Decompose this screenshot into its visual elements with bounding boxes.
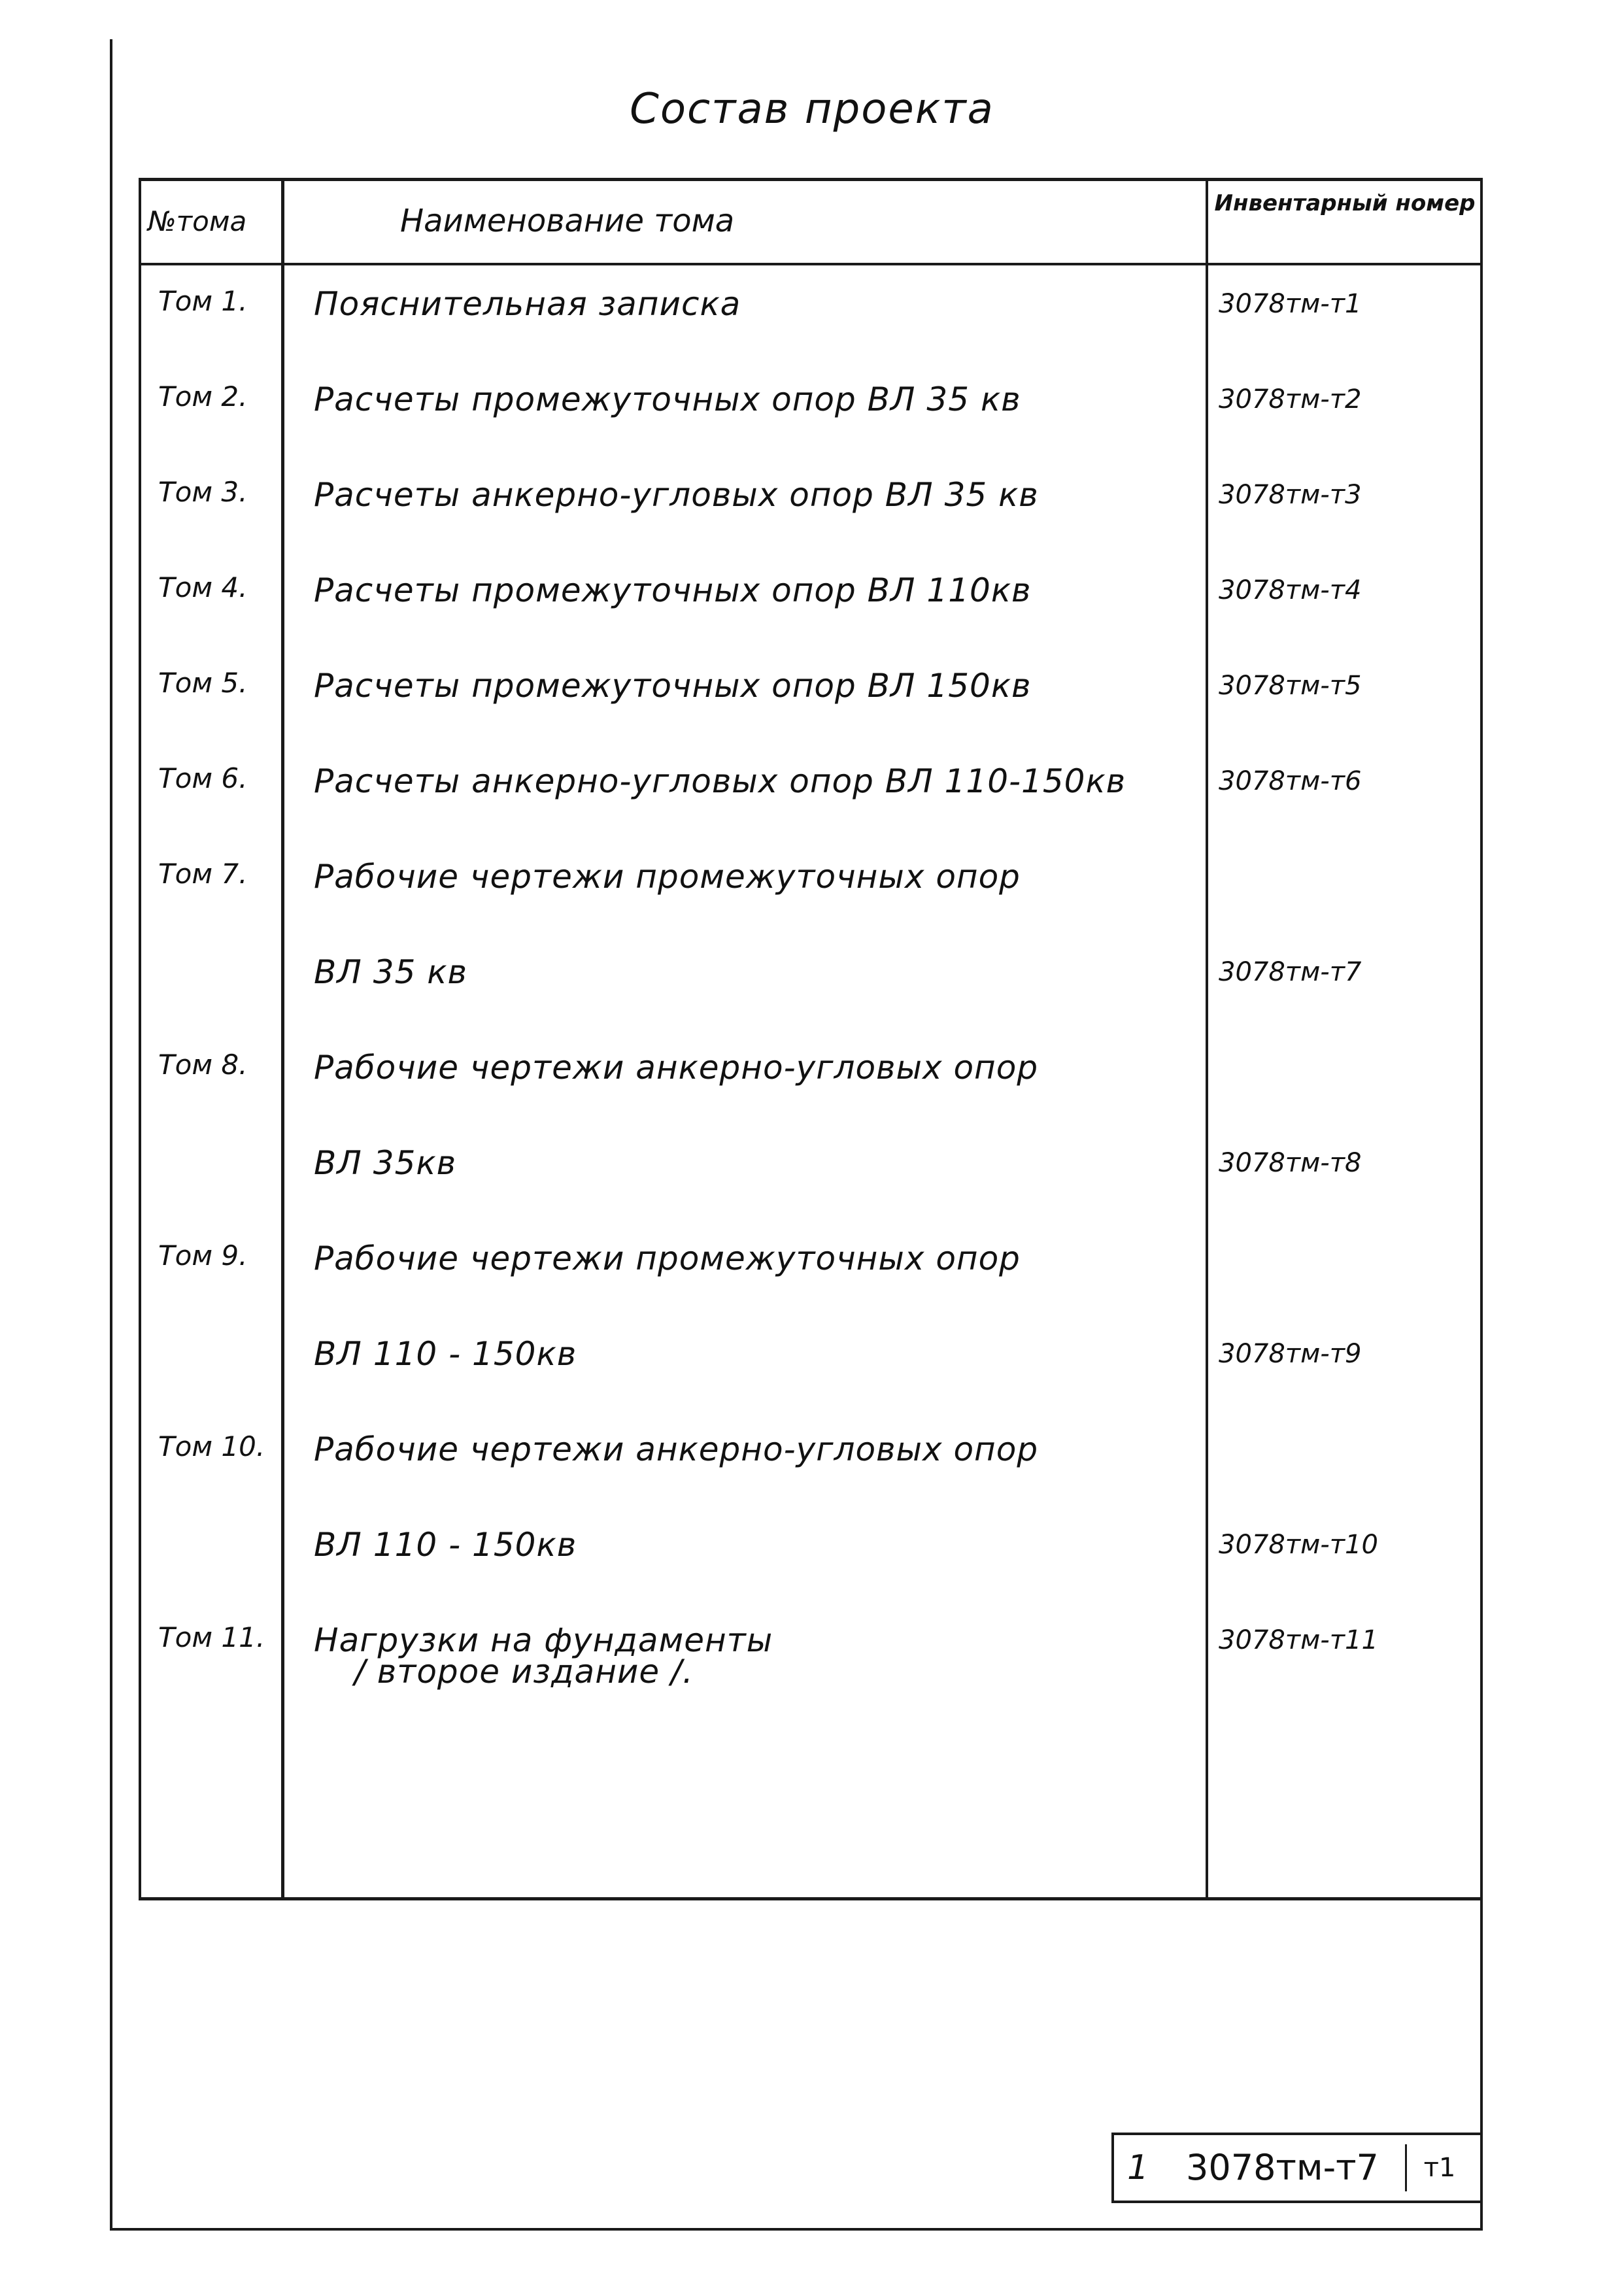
title-block-stamp (1111, 2133, 1480, 2203)
volume-number-cell: Том 9. (158, 1240, 248, 1272)
volume-name-line: Нагрузки на фундаменты (314, 1621, 773, 1659)
volume-name-line: / второе издание /. (354, 1653, 694, 1691)
volume-number-cell: Том 10. (158, 1430, 265, 1462)
volume-table (139, 178, 1483, 1896)
page-left-border (110, 39, 112, 2229)
document-title: Состав проекта (630, 85, 994, 133)
volume-name-line: Пояснительная записка (314, 285, 741, 323)
inventory-number-cell: 3078тм-т5 (1219, 671, 1362, 701)
volume-number-cell: Том 7. (158, 858, 248, 890)
page-bottom-border (110, 2228, 1483, 2231)
inventory-number-cell: 3078тм-т8 (1219, 1148, 1362, 1178)
volume-name-line: Рабочие чертежи анкерно-угловых опор (314, 1430, 1039, 1468)
volume-number-cell: Том 1. (158, 285, 248, 317)
inventory-number-cell: 3078тм-т9 (1219, 1339, 1362, 1369)
header-volume-number: №тома (148, 205, 247, 237)
volume-number-cell: Том 11. (158, 1621, 265, 1653)
volume-number-cell: Том 4. (158, 571, 248, 603)
table-header-divider (139, 263, 1483, 265)
inventory-number-cell: 3078тм-т1 (1219, 289, 1362, 319)
inventory-number-cell: 3078тм-т3 (1219, 480, 1362, 510)
volume-name-line: Расчеты промежуточных опор ВЛ 35 кв (314, 380, 1021, 418)
inventory-number-cell: 3078тм-т11 (1219, 1625, 1378, 1655)
volume-number-cell: Том 6. (158, 762, 248, 794)
volume-name-line: Рабочие чертежи промежуточных опор (314, 858, 1021, 896)
inventory-number-cell: 3078тм-т7 (1219, 957, 1362, 987)
stamp-sheet-number: 1 (1127, 2148, 1149, 2187)
inventory-number-cell: 3078тм-т4 (1219, 575, 1362, 605)
volume-name-line: ВЛ 110 - 150кв (314, 1335, 577, 1373)
volume-number-cell: Том 5. (158, 667, 248, 699)
volume-name-line: ВЛ 35 кв (314, 953, 467, 991)
table-top-border (139, 178, 1483, 181)
table-bottom-border (139, 1897, 1483, 1900)
volume-name-line: Расчеты промежуточных опор ВЛ 150кв (314, 667, 1032, 705)
volume-name-line: Расчеты анкерно-угловых опор ВЛ 35 кв (314, 476, 1039, 514)
volume-number-cell: Том 8. (158, 1049, 248, 1081)
stamp-box-label: т1 (1405, 2144, 1472, 2191)
inventory-number-cell: 3078тм-т10 (1219, 1530, 1378, 1560)
inventory-number-cell: 3078тм-т2 (1219, 384, 1362, 414)
volume-name-line: Расчеты промежуточных опор ВЛ 110кв (314, 571, 1032, 609)
inventory-number-cell: 3078тм-т6 (1219, 766, 1362, 796)
stamp-document-code: 3078тм-т7 (1186, 2147, 1379, 2188)
volume-name-line: ВЛ 110 - 150кв (314, 1526, 577, 1564)
header-inventory-number: Инвентарный номер (1214, 190, 1476, 216)
volume-name-line: Рабочие чертежи анкерно-угловых опор (314, 1049, 1039, 1087)
volume-name-line: Расчеты анкерно-угловых опор ВЛ 110-150кв (314, 762, 1126, 800)
table-left-border (139, 178, 141, 1900)
volume-number-cell: Том 2. (158, 380, 248, 413)
volume-name-line: ВЛ 35кв (314, 1144, 457, 1182)
header-volume-name: Наименование тома (400, 203, 735, 239)
volume-name-line: Рабочие чертежи промежуточных опор (314, 1240, 1021, 1277)
volume-number-cell: Том 3. (158, 476, 248, 508)
